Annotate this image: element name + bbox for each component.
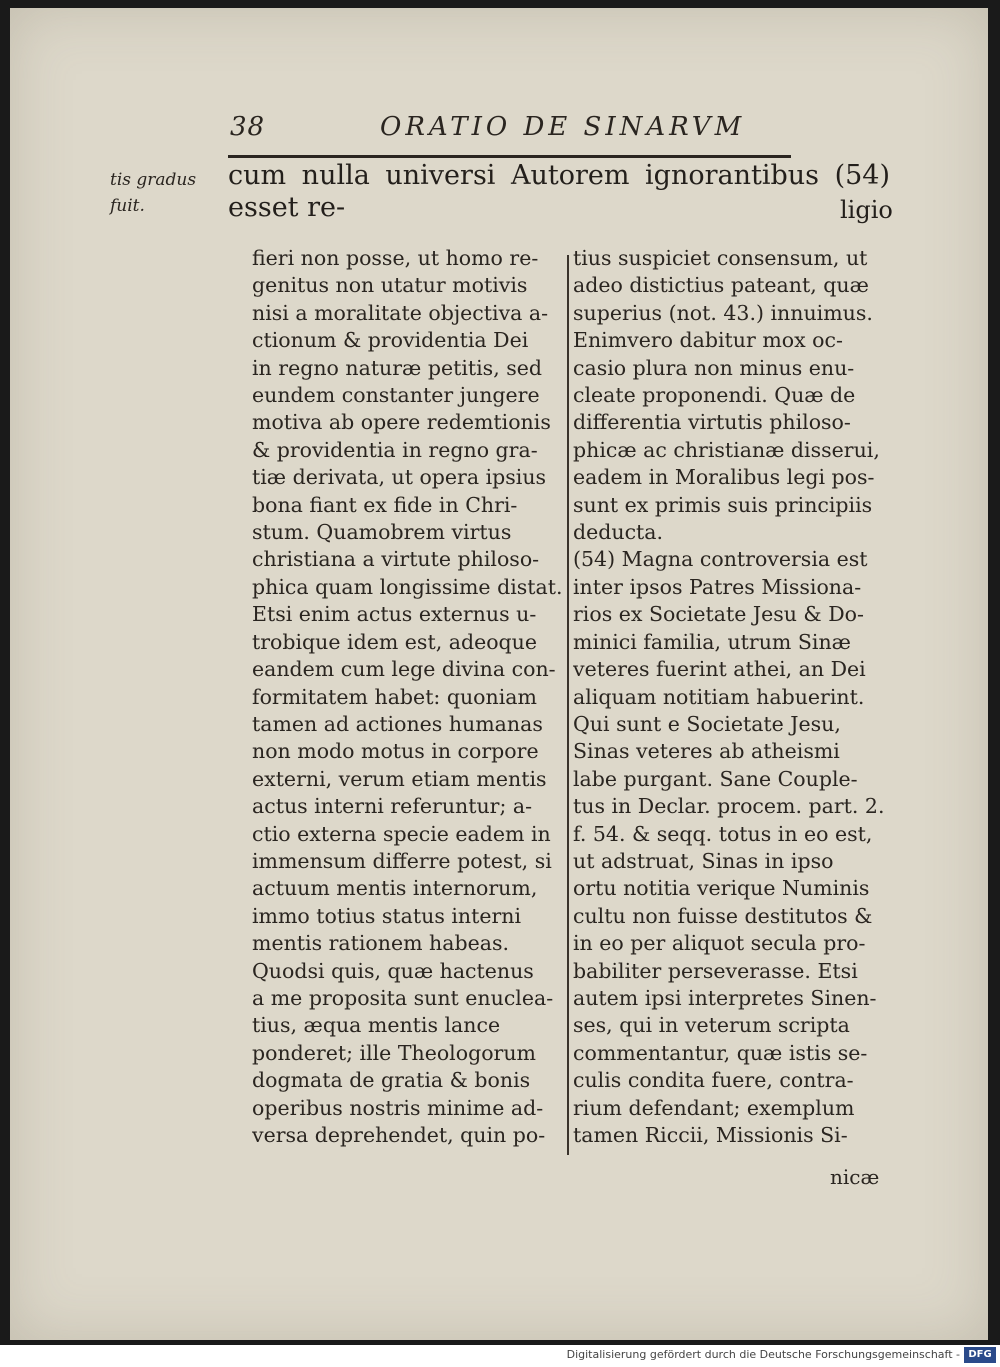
text-line: actuum mentis internorum,	[252, 876, 538, 901]
text-line: christiana a virtute philoso-	[252, 547, 540, 572]
text-line: & providentia in regno gra-	[252, 437, 538, 462]
text-line: mentis rationem habeas.	[252, 931, 509, 956]
text-line: operibus nostris minime ad-	[252, 1095, 544, 1120]
text-line: Etsi enim actus externus u-	[252, 602, 537, 627]
text-line: minici familia, utrum Sinæ	[573, 629, 851, 654]
text-line: non modo motus in corpore	[252, 739, 539, 764]
text-line: adeo distictius pateant, quæ	[573, 273, 869, 298]
text-line: tiæ derivata, ut opera ipsius	[252, 465, 547, 490]
text-line: trobique idem est, adeoque	[252, 629, 537, 654]
text-line: casio plura non minus enu-	[573, 355, 855, 380]
text-line: Quodsi quis, quæ hactenus	[252, 958, 534, 983]
text-line: stum. Quamobrem virtus	[252, 520, 512, 545]
text-line: eandem cum lege divina con-	[252, 657, 556, 682]
footer-bar	[0, 1345, 1000, 1367]
intro-end-word: ligio	[840, 196, 893, 224]
text-line: rios ex Societate Jesu & Do-	[573, 602, 864, 627]
text-line: rium defendant; exemplum	[573, 1095, 855, 1120]
text-line: ctio externa specie eadem in	[252, 821, 551, 846]
text-line: commentantur, quæ istis se-	[573, 1040, 868, 1065]
text-line: babiliter perseverasse. Etsi	[573, 958, 858, 983]
text-line: Enimvero dabitur mox oc-	[573, 328, 843, 353]
footer-credit: Digitalisierung gefördert durch die Deutsche Forschungsgemeinschaft -	[566, 1348, 960, 1361]
right-column	[573, 245, 906, 1149]
catchword: nicæ	[830, 1165, 880, 1189]
text-line: ut adstruat, Sinas in ipso	[573, 848, 834, 873]
text-line: dogmata de gratia & bonis	[252, 1068, 531, 1093]
text-line: ctionum & providentia Dei	[252, 328, 529, 353]
text-line: sunt ex primis suis principiis	[573, 492, 873, 517]
running-title: ORATIO DE SINARVM	[380, 112, 746, 142]
header-rule	[228, 155, 791, 158]
text-line: aliquam notitiam habuerint.	[573, 684, 865, 709]
text-line: phica quam longissime distat.	[252, 574, 562, 599]
text-line: labe purgant. Sane Couple-	[573, 766, 858, 791]
text-line: tus in Declar. procem. part. 2.	[573, 794, 885, 819]
text-line: eundem constanter jungere	[252, 383, 540, 408]
text-line: cleate proponendi. Quæ de	[573, 383, 856, 408]
text-line: a me proposita sunt enuclea-	[252, 985, 554, 1010]
text-line: ortu notitia verique Numinis	[573, 876, 870, 901]
text-line: tius, æqua mentis lance	[252, 1013, 501, 1038]
text-line: fieri non posse, ut homo re-	[252, 246, 539, 270]
text-line: genitus non utatur motivis	[252, 273, 528, 298]
marginal-note-line: fuit.	[110, 196, 145, 216]
text-line: ponderet; ille Theologorum	[252, 1040, 536, 1065]
text-line: tius suspiciet consensum, ut	[573, 246, 868, 270]
text-line: (54) Magna controversia est	[573, 547, 868, 572]
text-line: f. 54. & seqq. totus in eo est,	[573, 821, 873, 846]
text-line: eadem in Moralibus legi pos-	[573, 465, 875, 490]
text-line: Sinas veteres ab atheismi	[573, 739, 840, 764]
text-line: inter ipsos Patres Missiona-	[573, 574, 862, 599]
text-line: motiva ab opere redemtionis	[252, 410, 551, 435]
text-line: veteres fuerint athei, an Dei	[573, 657, 866, 682]
text-line: ses, qui in veterum scripta	[573, 1013, 850, 1038]
marginal-note-line: tis gradus	[110, 170, 197, 190]
text-line: externi, verum etiam mentis	[252, 766, 547, 791]
text-line: bona fiant ex fide in Chri-	[252, 492, 518, 517]
text-line: tamen ad actiones humanas	[252, 711, 543, 736]
left-column	[252, 245, 562, 1149]
text-line: culis condita fuere, contra-	[573, 1068, 854, 1093]
marginal-note	[110, 167, 230, 219]
intro-line: cum nulla universi Autorem ignorantibus (54) esset re-	[228, 160, 890, 223]
text-line: actus interni referuntur; a-	[252, 794, 533, 819]
page-number: 38	[230, 112, 266, 142]
dfg-logo: DFG	[964, 1347, 996, 1363]
text-line: immo totius status interni	[252, 903, 522, 928]
text-line: phicæ ac christianæ disserui,	[573, 437, 880, 462]
text-line: superius (not. 43.) innuimus.	[573, 300, 873, 325]
text-line: versa deprehendet, quin po-	[252, 1123, 546, 1147]
text-line: differentia virtutis philoso-	[573, 410, 851, 435]
text-line: in regno naturæ petitis, sed	[252, 355, 543, 380]
text-line: immensum differre potest, si	[252, 848, 552, 873]
text-line: deducta.	[573, 520, 664, 545]
text-line: nisi a moralitate objectiva a-	[252, 300, 549, 325]
text-line: Qui sunt e Societate Jesu,	[573, 711, 841, 736]
text-line: cultu non fuisse destitutos &	[573, 903, 873, 928]
text-line: formitatem habet: quoniam	[252, 684, 537, 709]
text-line: tamen Riccii, Missionis Si-	[573, 1123, 848, 1147]
page-header	[230, 112, 790, 152]
text-line: autem ipsi interpretes Sinen-	[573, 985, 877, 1010]
column-divider	[567, 255, 569, 1155]
text-line: in eo per aliquot secula pro-	[573, 931, 866, 956]
